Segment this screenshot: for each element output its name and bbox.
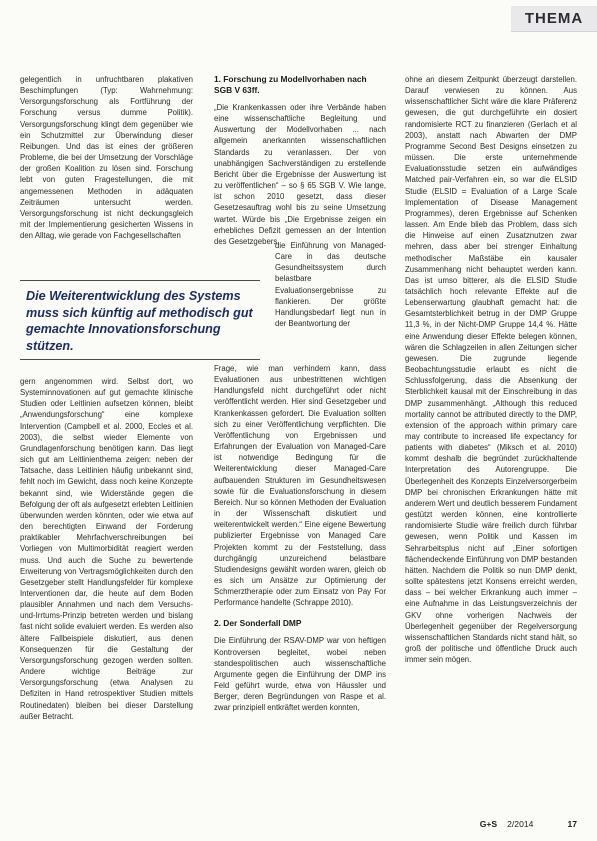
column-1-top [20,74,193,241]
page-footer [480,819,577,829]
pull-quote-text: Die Weiterentwicklung des Systems muss sich künftig auf methodisch gut gemachte Innovationsforschung stützen. [26,289,253,353]
column-1-bottom [20,376,193,722]
pull-quote [20,280,260,360]
body-text: gern angenommen wird. Selbst dort, wo Systeminnovationen auf gut gemachte klinische Studien oder Leitlinien aufsetzen können, bleibt „Anwendungsforschung“ eine komplexe Intervention (Campbell et al. 2000, Eccles et al. 2003), die selbst wieder Elemente von Grundlagenforschung benötigen kann. Das liegt sich gut am Leitlinienthema zeigen: neben der Tatsache, dass Leitlinien häufig unbekannt sind, fehlt noch im Gewicht, dass noch keine Konzepte bekannt sind, wie Widerstände gegen die Befolgung der oft als aufgesetzt erlebten Leitlinien überwunden werden könnten, oder wie etwa auf den berechtigten Einwand der Forderung praktikabler Mehrfachverschreibungen bei Vorliegen von Multimorbidität reagiert werden muss. Und auch die Suche zu bewertende Erweiterung von Vertragsmöglichkeiten durch den Gesetzgeber stellt Handlungsfelder für komplexe Interventionen dar, die heute auf dem Boden plausibler Annahmen und nach dem Versuchs-und-Irrtums-Prinzip betreten werden und bislang fast nicht solide evaluiert werden. Es werden also ältere Fallbeispiele diskutiert, aus denen Konsequenzen für die Gestaltung der Versorgungsforschung gezogen werden sollten. Andere wichtige Beiträge zur Versorgungsforschung (etwa Analysen zu Defiziten in Hand retrospektiver Studien mittels Routinedaten) bleiben bei dieser Darstellung außer Betracht. [20,377,193,721]
body-text: ohne an diesem Zeitpunkt überzeugt darstellen. Darauf verwiesen zu können. Aus wissenschaftlicher Sicht wäre die klare Präferenz gewesen, die gut durchgeführte ein dosiert randomisierte RCT zu finanzieren (Gerlach et al 2003), anstatt nach Abwarten der DMP Programme Second Best Designs einsetzen zu müssen. Die erste unternehmende Evaluationsstudie setzen ein aufwändiges Matched pair-Verfahren ein, so war die ELSID Studie (ELSID = Evaluation of a Large Scale Implementation of Disease Management Programmes), deren Ergebnisse auf Schenken lassen. Am Ende blieb das Problem, dass sich die Hinweise auf einen Zusatznutzen zwar mehren, dass aber bei strenger Einhaltung methodischer Maßstäbe ein kausaler Zusammenhang nicht behauptet werden kann. Das ist umso bitterer, als die ELSID Studie tatsächlich hoch relevante Effekte auf die Lebenserwartung glaubhaft gemacht hat: die Gesamtsterblichkeit betrug in der DMP Gruppe 11,3 %, in der Nicht-DMP Gruppe 14,4 %. Hätte eine Anwendung dieser Effekte belegen können, wären die Schlagzeilen in allen Zeitungen sicher gewesen. Die zugrunde liegende Beobachtungsstudie erlaubt es nicht die Schlussfolgerung, dass die Absenkung der Sterblichkeit kausal mit der Einschreibung in das DMP zusammenhängt. „Although this reduced mortality cannot be attributed directly to the DMP, extension of the approach within primary care may contribute to increased life expectancy for patients with diabetes“ (Miksch et al. 2010) kommt deshalb die begründet zurückhaltende Interpretation des Autorengruppe. Die Überlegenheit des Konzepts Einzelversorgerbeim DMP bei chronischen Erkrankungen hätte mit anderem Wert und deutlich besserem Fundament gestützt werden können, eine kontrollierte randomisierte Studie wäre freilich durch führbar gewesen, wenn Politik und Kassen im Sehrarbeitsplus nicht auf „Einer sofortigen flächendeckende Einführung von DMP bestanden hätten. Nachdem die Politik so nun DMP denkt, sollte spätestens jetzt Konsens erreicht werden, dass – bei welcher Erkrankung auch immer – eine Aufnahme in das Leistungsverzeichnis der GKV ohne vorherigen Nachweis der Überlegenheit gegenüber der Regelversorgung wissenschaftlichen Standards nicht stand hält, so groß der politische und öffentliche Druck auch immer sein mögen. [405,75,577,665]
journal-brand: G+S [479,819,498,829]
page-number: 17 [567,819,577,829]
body-text: „Die Krankenkassen oder ihre Verbände haben eine wissenschaftliche Begleitung und Auswertung der Modellvorhaben ... nach allgemein anerkannten wissenschaftlichen Standards zu veranlassen. Der von unabhängigen Sachverständigen zu erstellende Bericht über die Ergebnisse der Auswertung ist zu veröffentlichen“ – so § 65 SGB V. Wie lange, ist schon 2010 gesetzt, dass dieser Gesetzesauftrag wohl bis zu seine Umsetzung wartet. Würde bis „Die Ergebnisse zeigen ein erhebliches Defizit gemessen an der Intention des Gesetzgebers, [214,103,386,246]
body-text: Die Einführung der RSAV-DMP war von heftigen Kontroversen begleitet, wobei neben standespolitischen auch wissenschaftliche Argumente gegen die Einführung der DMP ins Feld geführt wurde, etwa von Häussler und Berger, deren Begründungen von Raspe et al. zwar prinzipiell entkräftet werden konnten, [214,636,386,713]
column-2-top [214,74,386,247]
column-3 [405,74,577,665]
column-2-bottom [214,363,386,714]
body-text: Frage, wie man verhindern kann, dass Evaluationen aus unbestrittenen wichtigen Handlungsfeld nicht durchgeführt oder nicht veröffentlicht werden. Hier sind Gesetzgeber und Krankenkassen gefordert. Die Evaluation sollten sich zu einer Veröffentlichung verpflichten. Die Veröffentlichung von Ergebnissen und Erfahrungen der Evaluation von Managed-Care ist notwendige Bedingung für die Weiterentwicklung dieser Managed-Care aufbauenden Strukturen im Gesundheitswesen sowie für die Evaluationsforschung in diesem Bereich. Nur so können Methoden der Evaluation in der Wissenschaft diskutiert und weiterentwickelt werden.“ Eine eigene Bewertung publizierter Ergebnisse von Managed Care Projekten kommt zu der Feststellung, dass durchgängig unzureichend belastbare Studiendesigns gewählt worden waren, gleich ob es sich um Ansätze zur Optimierung der Schmerztherapie oder zum Einsatz von Pay For Performance handelte (Schrappe 2010). [214,364,386,608]
section-tab [511,6,597,32]
body-text: gelegentlich in unfruchtbaren plakativen Beschimpfungen (Typ: Wahrnehmung: Versorgungsforschung als Fortführung der Forschung versus dumme Politik). Versorgungsforschung klingt dem gegenüber wie ein Schutzmittel zur Überwindung dieser Reibungen. Und das ist eines der größeren Probleme, die bei der Umsetzung der Vorschläge der großen Koalition zu lösen sind. Forschung lebt von guten Fragestellungen, die mit angemessenen Methoden in adäquaten Zeiträumen untersucht werden. Versorgungsforschung ist nicht deckungsgleich mit der Implementierung gesicherten Wissens in den Alltag, wie gerade von Fachgesellschaften [20,75,193,241]
section-title: THEMA [524,10,584,27]
section-heading-2: 2. Der Sonderfall DMP [214,618,302,629]
column-2-middle [275,240,386,329]
section-heading-1: 1. Forschung zu Modellvorhaben nach SGB V 63ff. [214,74,367,95]
issue-number: 2/2014 [507,819,534,829]
body-text: die Einführung von Managed-Care in das deutsche Gesundheitssystem durch belastbare Evaluationsergebnisse zu flankieren. Der größte Handlungsbedarf liegt nun in der Beantwortung der [275,241,386,329]
